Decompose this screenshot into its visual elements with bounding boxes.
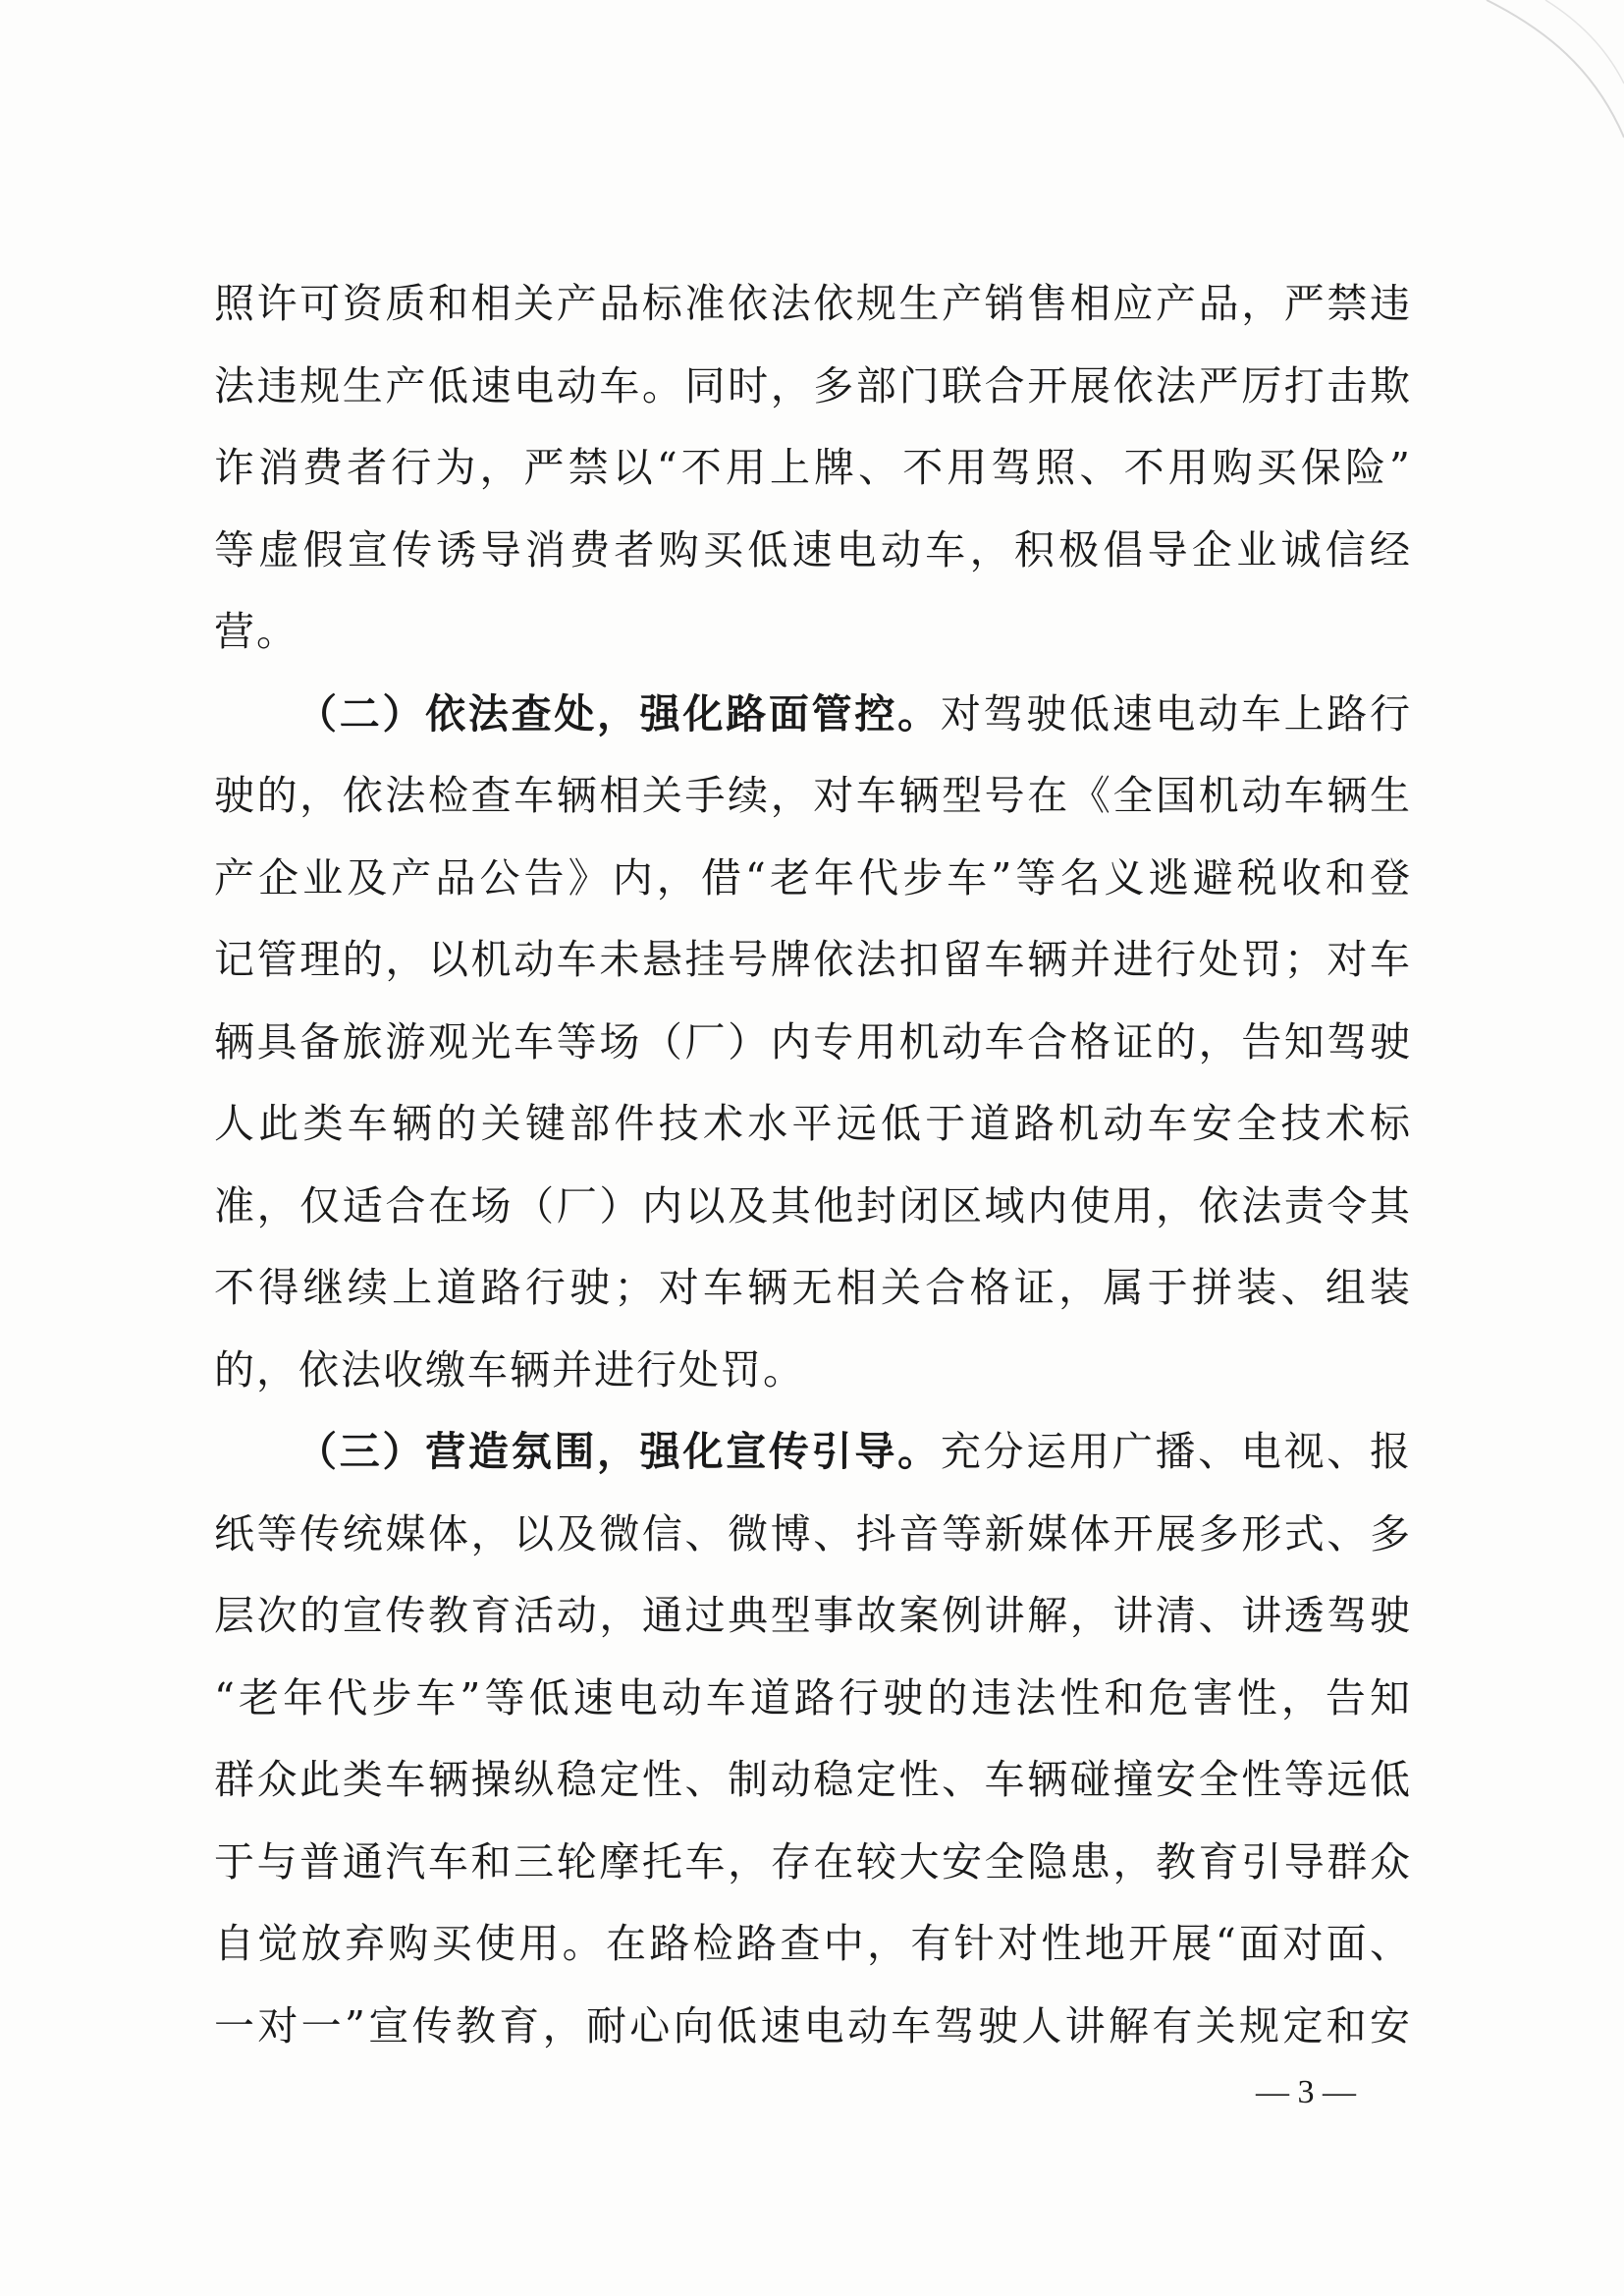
text-line: 群众此类车辆操纵稳定性、制动稳定性、车辆碰撞安全性等远低 — [214, 1756, 1412, 1803]
document-body — [214, 263, 1412, 2067]
text-line: 于与普通汽车和三轮摩托车，存在较大安全隐患，教育引导群众 — [214, 1837, 1412, 1886]
paragraph-section-3 — [214, 1411, 1412, 2067]
text-line: 照许可资质和相关产品标准依法依规生产销售相应产品，严禁违 — [214, 280, 1412, 327]
text-line — [214, 1411, 1412, 1494]
text-line: 自觉放弃购买使用。在路检路查中，有针对性地开展“面对面、 — [214, 1920, 1412, 1967]
text-line: 诈消费者行为，严禁以“不用上牌、不用驾照、不用购买保险” — [214, 444, 1412, 491]
section-text: 对驾驶低速电动车上路行 — [940, 689, 1412, 738]
text-line: 辆具备旅游观光车等场（厂）内专用机动车合格证的，告知驾驶 — [214, 1017, 1412, 1066]
text-line — [214, 674, 1412, 756]
text-line: 准，仅适合在场（厂）内以及其他封闭区域内使用，依法责令其 — [214, 1181, 1412, 1230]
text-line: 层次的宣传教育活动，通过典型事故案例讲解，讲清、讲透驾驶 — [214, 1592, 1412, 1639]
text-line: 等虚假宣传诱导消费者购买低速电动车，积极倡导企业诚信经 — [214, 525, 1412, 574]
section-heading: （二）依法查处，强化路面管控。 — [297, 689, 941, 738]
section-heading: （三）营造氛围，强化宣传引导。 — [297, 1428, 941, 1475]
page-corner-curl — [1428, 0, 1624, 177]
page-number: — 3 — — [1256, 2074, 1356, 2110]
paragraph-section-2 — [214, 674, 1412, 1412]
text-line: “老年代步车”等低速电动车道路行驶的违法性和危害性，告知 — [214, 1673, 1412, 1722]
section-text: 充分运用广播、电视、报 — [940, 1428, 1412, 1475]
text-line: 法违规生产低速电动车。同时，多部门联合开展依法严厉打击欺 — [214, 361, 1412, 410]
text-line: 产企业及产品公告》内，借“老年代步车”等名义逃避税收和登 — [214, 853, 1412, 902]
text-line: 纸等传统媒体，以及微信、微博、抖音等新媒体开展多形式、多 — [214, 1509, 1412, 1558]
text-line: 人此类车辆的关键部件技术水平远低于道路机动车安全技术标 — [214, 1100, 1412, 1147]
text-line: 记管理的，以机动车未悬挂号牌依法扣留车辆并进行处罚；对车 — [214, 936, 1412, 983]
text-line: 的，依法收缴车辆并进行处罚。 — [214, 1345, 805, 1394]
text-line: 驶的，依法检查车辆相关手续，对车辆型号在《全国机动车辆生 — [214, 772, 1412, 819]
text-line: 不得继续上道路行驶；对车辆无相关合格证，属于拼装、组装 — [214, 1264, 1412, 1311]
text-line: 一对一”宣传教育，耐心向低速电动车驾驶人讲解有关规定和安 — [214, 2001, 1412, 2050]
paragraph-continuation — [214, 263, 1412, 674]
text-line: 营。 — [214, 608, 298, 655]
